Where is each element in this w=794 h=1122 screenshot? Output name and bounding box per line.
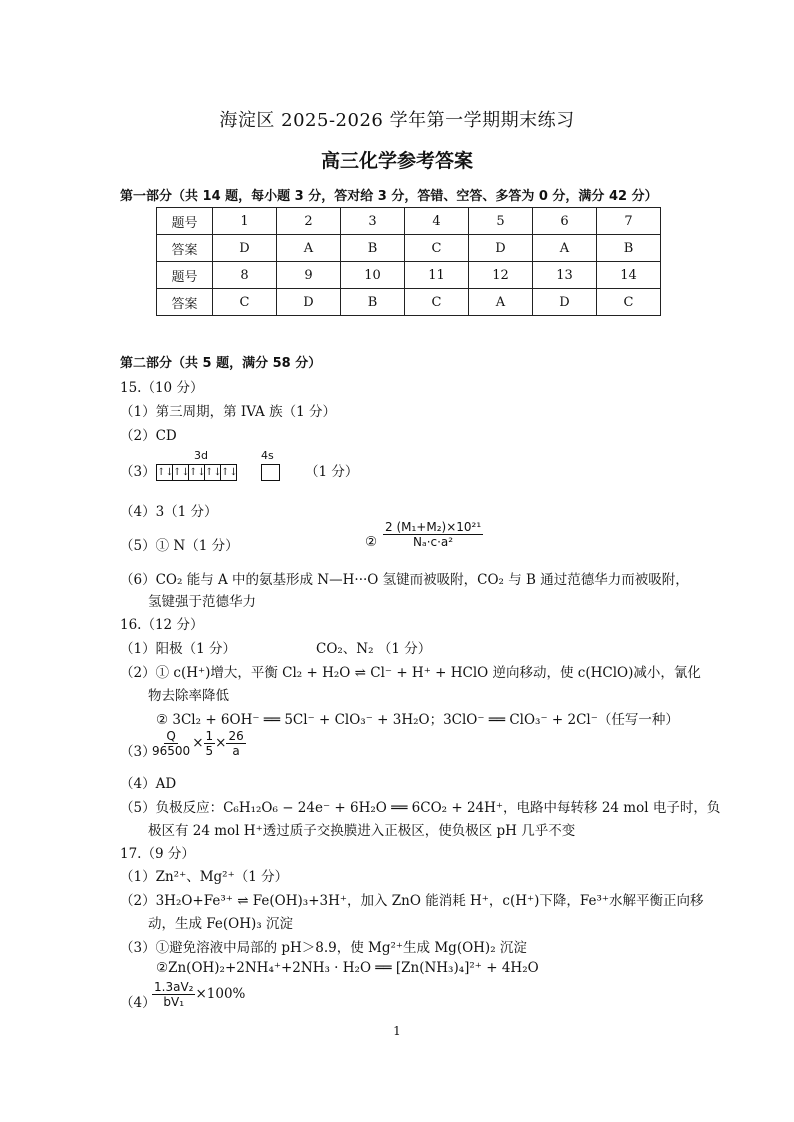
q15-a3-prefix: （3） — [120, 464, 156, 480]
table-cell: 4 — [405, 208, 469, 235]
q15-a3-score: （1 分） — [305, 464, 359, 480]
q17-a1: （1）Zn²⁺、Mg²⁺（1 分） — [120, 869, 289, 885]
table-row-header: 答案 — [157, 235, 213, 262]
table-cell: 7 — [597, 208, 661, 235]
fraction-denominator: a — [232, 744, 240, 758]
fraction-numerator: Q — [166, 729, 176, 743]
q16-a5-line1: （5）负极反应：C₆H₁₂O₆ − 24e⁻ + 6H₂O ══ 6CO₂ + 24H⁺，电路中每转移 24 mol 电子时，负 — [120, 800, 721, 816]
q15-a6-line1: （6）CO₂ 能与 A 中的氨基形成 N—H···O 氢键而被吸附，CO₂ 与 B 通过范德华力而被吸附， — [120, 572, 689, 588]
fraction-denominator: Nₐ·c·a² — [413, 535, 454, 549]
q16-a5-line2: 极区有 24 mol H⁺透过质子交换膜进入正极区，使负极区 pH 几乎不变 — [148, 823, 576, 839]
q16-a3-prefix: （3） — [120, 744, 156, 760]
table-cell: 6 — [533, 208, 597, 235]
table-cell: 10 — [341, 262, 405, 289]
q15-a6-line2: 氢键强于范德华力 — [148, 594, 256, 610]
orbital-4s-diagram — [262, 464, 280, 481]
q17-a2-line2: 动，生成 Fe(OH)₃ 沉淀 — [148, 916, 293, 932]
table-cell: A — [277, 235, 341, 262]
q16-a2-line2: 物去除率降低 — [148, 688, 229, 704]
orbital-box: ↑↓ — [156, 464, 173, 481]
table-row — [157, 235, 661, 262]
fraction-denominator: 96500 — [152, 744, 191, 758]
q16-a4: （4）AD — [120, 776, 177, 792]
orbital-box: ↑↓ — [220, 464, 237, 481]
table-row-header: 答案 — [157, 289, 213, 316]
table-cell: C — [597, 289, 661, 316]
table-cell: D — [213, 235, 277, 262]
table-cell: B — [341, 289, 405, 316]
part2-header: 第二部分（共 5 题，满分 58 分） — [120, 356, 322, 371]
fraction-numerator: 2 (M₁+M₂)×10²¹ — [385, 520, 482, 534]
table-cell: 5 — [469, 208, 533, 235]
table-cell: A — [469, 289, 533, 316]
table-cell: C — [405, 235, 469, 262]
q16-a1: （1）阳极（1 分） — [120, 641, 236, 657]
page-number: 1 — [393, 1024, 401, 1038]
table-row — [157, 208, 661, 235]
q16-a3-expression — [150, 729, 246, 758]
table-cell: A — [533, 235, 597, 262]
orbital-box-empty — [261, 464, 280, 481]
table-cell: D — [533, 289, 597, 316]
orbital-box: ↑↓ — [204, 464, 221, 481]
part1-header: 第一部分（共 14 题，每小题 3 分，答对给 3 分，答错、空答、多答为 0 分，满分 42 分） — [120, 189, 658, 204]
table-cell: 8 — [213, 262, 277, 289]
q15-a5: （5）① N（1 分） — [120, 538, 239, 554]
page-title: 海淀区 2025-2026 学年第一学期期末练习 — [219, 110, 575, 131]
table-cell: 1 — [213, 208, 277, 235]
fraction-denominator: 5 — [205, 744, 214, 758]
table-cell: B — [341, 235, 405, 262]
fraction-denominator: bV₁ — [163, 995, 185, 1009]
q16-a2-line1: （2）① c(H⁺)增大，平衡 Cl₂ + H₂O ⇌ Cl⁻ + H⁺ + HClO 逆向移动，使 c(HClO)减小，氰化 — [120, 665, 701, 681]
q17-a4-expression — [152, 980, 245, 1009]
table-cell: C — [405, 289, 469, 316]
table-cell: B — [597, 235, 661, 262]
table-cell: 9 — [277, 262, 341, 289]
percent-suffix: ×100% — [195, 986, 246, 1002]
table-cell: 14 — [597, 262, 661, 289]
table-row — [157, 289, 661, 316]
table-cell: 3 — [341, 208, 405, 235]
table-cell: C — [213, 289, 277, 316]
q15-a2: （2）CD — [120, 428, 177, 444]
q16-head: 16.（12 分） — [120, 617, 204, 633]
fraction-numerator: 26 — [228, 729, 244, 743]
q15-a1: （1）第三周期，第 IVA 族（1 分） — [120, 404, 336, 420]
q17-head: 17.（9 分） — [120, 846, 195, 862]
table-cell: 2 — [277, 208, 341, 235]
orbital-3d-diagram — [157, 464, 237, 481]
orbital-box: ↑↓ — [188, 464, 205, 481]
q15-a4: （4）3（1 分） — [120, 504, 218, 520]
table-cell: D — [469, 235, 533, 262]
table-cell: 11 — [405, 262, 469, 289]
q16-a1-right: CO₂、N₂ （1 分） — [316, 641, 432, 657]
q15-head: 15.（10 分） — [120, 380, 204, 396]
table-row-header: 题号 — [157, 208, 213, 235]
answer-table — [156, 207, 661, 316]
q17-a2-line1: （2）3H₂O+Fe³⁺ ⇌ Fe(OH)₃+3H⁺，加入 ZnO 能消耗 H⁺，c(H⁺)下降，Fe³⁺水解平衡正向移 — [120, 893, 704, 909]
orbital-3d-label: 3d — [194, 449, 208, 462]
q16-a2-line3: ② 3Cl₂ + 6OH⁻ ══ 5Cl⁻ + ClO₃⁻ + 3H₂O；3ClO⁻ ══ ClO₃⁻ + 2Cl⁻（任写一种） — [156, 712, 679, 728]
q15-a5-fraction — [383, 520, 483, 549]
q17-a3-line2: ②Zn(OH)₂+2NH₄⁺+2NH₃ · H₂O ══ [Zn(NH₃)₄]²⁺ + 4H₂O — [156, 960, 539, 976]
q15-a5-circ: ② — [365, 534, 378, 550]
table-row-header: 题号 — [157, 262, 213, 289]
table-cell: 12 — [469, 262, 533, 289]
q17-a4-prefix: （4） — [120, 995, 156, 1011]
orbital-box: ↑↓ — [172, 464, 189, 481]
fraction-numerator: 1 — [205, 729, 214, 743]
table-row — [157, 262, 661, 289]
table-cell: D — [277, 289, 341, 316]
q17-a3-line1: （3）①避免溶液中局部的 pH＞8.9，使 Mg²⁺生成 Mg(OH)₂ 沉淀 — [120, 940, 527, 956]
orbital-4s-label: 4s — [261, 449, 274, 462]
table-cell: 13 — [533, 262, 597, 289]
fraction-numerator: 1.3aV₂ — [154, 980, 194, 994]
page-subtitle: 高三化学参考答案 — [320, 150, 473, 172]
times-sign: × — [215, 735, 227, 751]
times-sign: × — [192, 735, 204, 751]
